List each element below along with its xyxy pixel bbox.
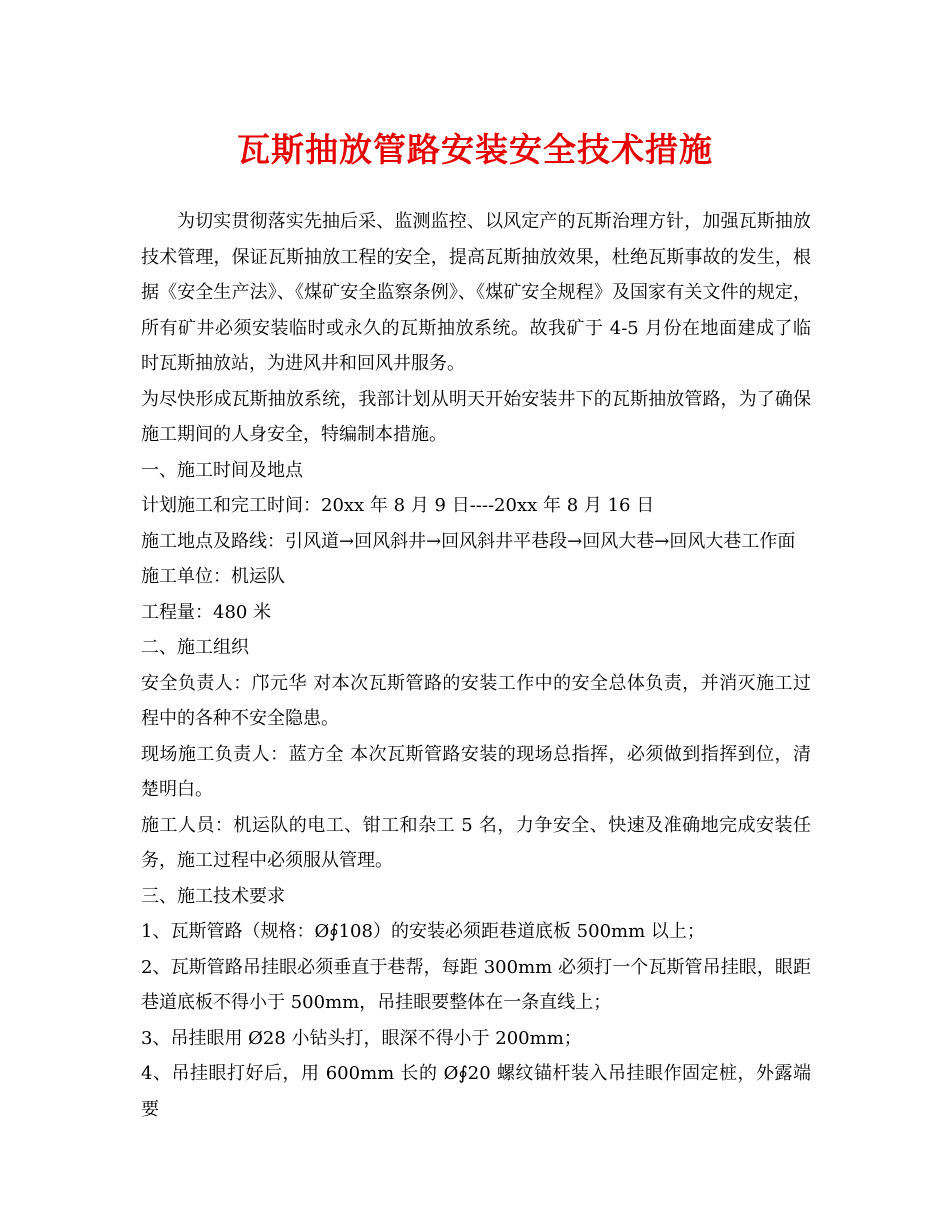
- section-heading-tech-requirements: 三、施工技术要求: [141, 885, 285, 907]
- paragraph-workers: 施工人员：机运队的电工、钳工和杂工 5 名，力争安全、快速及准确地完成安装任务，施工过程中必须服从管理。: [141, 814, 811, 871]
- document-title: 瓦斯抽放管路安装安全技术措施: [237, 130, 713, 169]
- paragraph-req-1: 1、瓦斯管路（规格：Ø∮108）的安装必须距巷道底板 500mm 以上；: [141, 921, 705, 942]
- section-heading-organization: 二、施工组织: [141, 637, 249, 658]
- document-body: [141, 204, 811, 1127]
- paragraph-req-3: 3、吊挂眼用 Ø28 小钻头打，眼深不得小于 200mm；: [141, 1027, 582, 1049]
- paragraph-route: 施工地点及路线：引风道→回风斜井→回风斜井平巷段→回风大巷→回风大巷工作面: [141, 530, 796, 552]
- paragraph-intro: 为切实贯彻落实先抽后采、监测监控、以风定产的瓦斯治理方针，加强瓦斯抽放技术管理，保证瓦斯抽放工程的安全，提高瓦斯抽放效果，杜绝瓦斯事故的发生，根据《安全生产法》、《煤矿安全监察条例》、《煤矿安全规程》及国家有关文件的规定，所有矿井必须安装临时或永久的瓦斯抽放系统。故我矿于 4-5 月份在地面建成了临时瓦斯抽放站，为进风井和回风井服务。: [141, 211, 811, 374]
- paragraph-quantity: 工程量：480 米: [141, 601, 272, 623]
- paragraph-unit: 施工单位：机运队: [141, 566, 285, 587]
- paragraph-req-2: 2、瓦斯管路吊挂眼必须垂直于巷帮，每距 300mm 必须打一个瓦斯管吊挂眼，眼距巷道底板不得小于 500mm，吊挂眼要整体在一条直线上；: [141, 956, 811, 1013]
- paragraph-req-4: 4、吊挂眼打好后，用 600mm 长的 Ø∮20 螺纹锚杆装入吊挂眼作固定桩，外露端要: [141, 1063, 811, 1120]
- section-heading-time-location: 一、施工时间及地点: [141, 459, 303, 481]
- paragraph-purpose: 为尽快形成瓦斯抽放系统，我部计划从明天开始安装井下的瓦斯抽放管路，为了确保施工期间的人身安全，特编制本措施。: [141, 388, 811, 445]
- paragraph-safety-lead: 安全负责人：邝元华 对本次瓦斯管路的安装工作中的安全总体负责，并消灭施工过程中的各种不安全隐患。: [141, 672, 811, 729]
- paragraph-site-lead: 现场施工负责人：蓝方全 本次瓦斯管路安装的现场总指挥，必须做到指挥到位，清楚明白。: [141, 743, 811, 800]
- paragraph-schedule: 计划施工和完工时间：20xx 年 8 月 9 日----20xx 年 8 月 16 日: [141, 495, 655, 516]
